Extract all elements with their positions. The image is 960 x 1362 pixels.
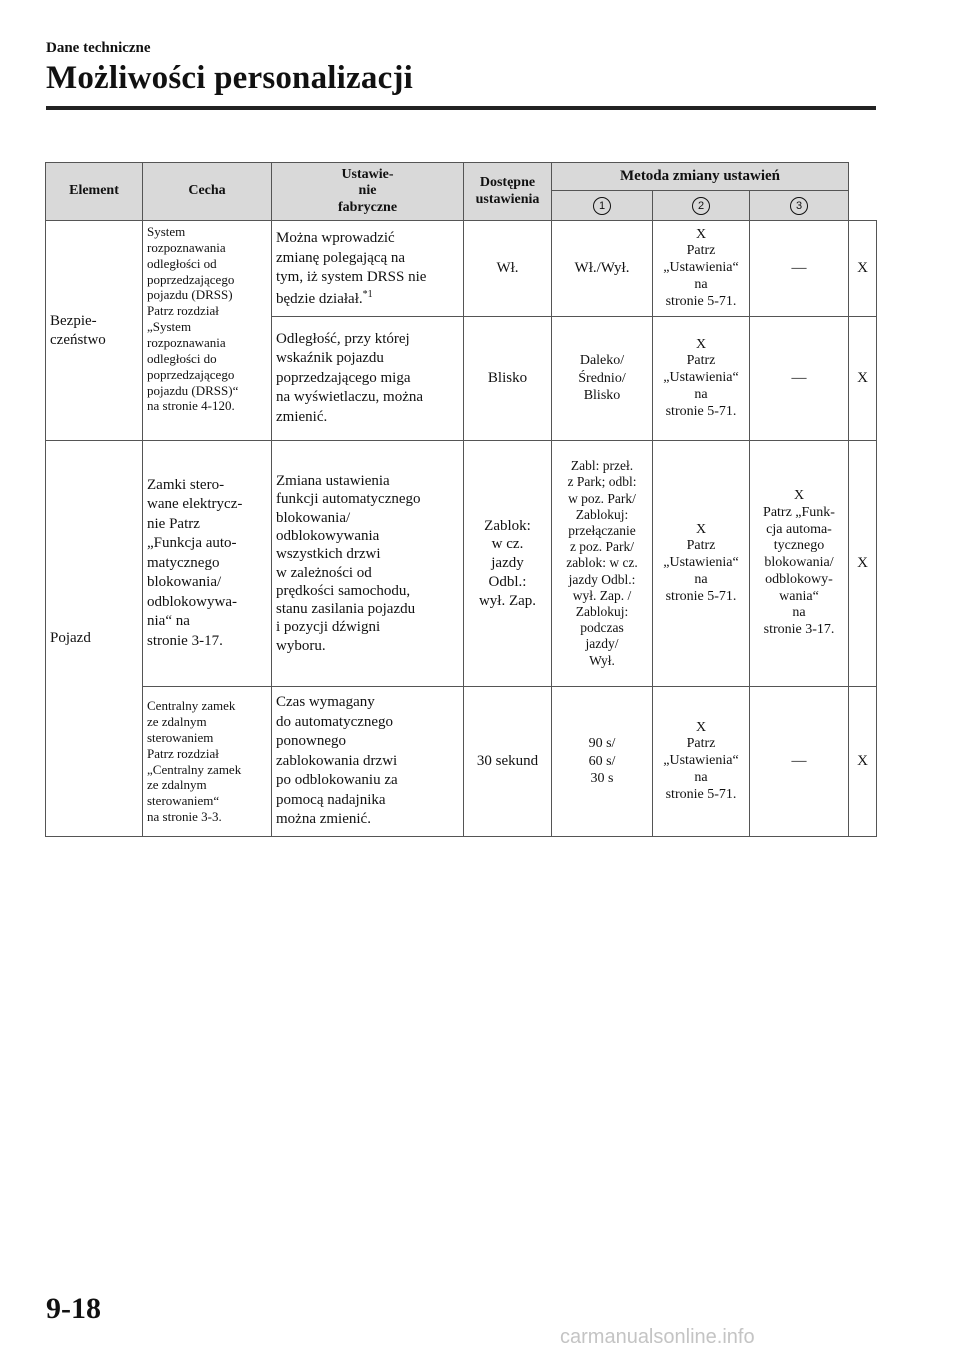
method-1-reference: X Patrz „Ustawienia“ na stronie 5-71.: [663, 336, 739, 419]
table-row: [46, 441, 877, 687]
header-available-settings: Dostępne ustawienia: [464, 163, 552, 221]
header-method-2: [653, 191, 750, 221]
page-number: 9-18: [46, 1292, 101, 1325]
feature-cell: System rozpoznawania odległości od poprzedzającego pojazdu (DRSS) Patrz rozdział „System rozpoznawania odległości do poprzedzającego pojazdu (DRSS)“ na stronie 4-120.: [143, 221, 272, 441]
method-2-circled-number: 2: [692, 197, 710, 215]
title-rule: [46, 106, 876, 110]
factory-setting-cell: 30 sekund: [464, 687, 552, 837]
available-settings-cell: Wł./Wył.: [552, 221, 653, 317]
description-cell: Odległość, przy której wskaźnik pojazdu poprzedzającego miga na wyświetlaczu, można zmienić.: [272, 317, 464, 441]
method-2-cell: —: [750, 221, 849, 317]
method-3-cell: X: [849, 221, 877, 317]
table-row: [46, 221, 877, 317]
method-1-cell: [653, 687, 750, 837]
factory-setting-cell: Wł.: [464, 221, 552, 317]
watermark: carmanualsonline.info: [560, 1326, 755, 1348]
method-1-circled-number: 1: [593, 197, 611, 215]
available-settings-cell: Zabl: przeł. z Park; odbl: w poz. Park/ Zablokuj: przełączanie z poz. Park/ zablok: w cz. jazdy Odbl.: wył. Zap. / Zablokuj: podczas jazdy/ Wył.: [552, 441, 653, 687]
factory-setting-cell: Zablok: w cz. jazdy Odbl.: wył. Zap.: [464, 441, 552, 687]
header-factory-setting: Ustawie- nie fabryczne: [272, 163, 464, 221]
element-cell: Bezpie- czeństwo: [46, 221, 143, 441]
method-2-cell: —: [750, 317, 849, 441]
header-element: Element: [46, 163, 143, 221]
method-2-cell: —: [750, 687, 849, 837]
section-label: Dane techniczne: [46, 40, 151, 56]
feature-cell: Zamki stero- wane elektrycz- nie Patrz „Funkcja auto- matycznego blokowania/ odblokowywa- nia“ na stronie 3-17.: [143, 441, 272, 687]
header-feature: Cecha: [143, 163, 272, 221]
available-settings-cell: 90 s/ 60 s/ 30 s: [552, 687, 653, 837]
element-cell: Pojazd: [46, 441, 143, 837]
method-3-cell: X: [849, 317, 877, 441]
method-1-cell: [653, 441, 750, 687]
method-1-reference: X Patrz „Ustawienia“ na stronie 5-71.: [663, 521, 739, 604]
description-cell: Zmiana ustawienia funkcji automatycznego blokowania/ odblokowywania wszystkich drzwi w zależności od prędkości samochodu, stanu zasilania pojazdu i pozycji dźwigni wyboru.: [272, 441, 464, 687]
method-3-cell: X: [849, 441, 877, 687]
method-3-cell: X: [849, 687, 877, 837]
method-3-circled-number: 3: [790, 197, 808, 215]
available-settings-cell: Daleko/ Średnio/ Blisko: [552, 317, 653, 441]
table-row: [46, 687, 877, 837]
description-text: Można wprowadzić zmianę polegającą na tym, iż system DRSS nie będzie działał.: [276, 230, 427, 307]
method-1-cell: [653, 317, 750, 441]
description-cell: [272, 221, 464, 317]
footnote-marker: *1: [362, 288, 373, 300]
page-title: Możliwości personalizacji: [46, 60, 414, 96]
method-2-cell: [750, 441, 849, 687]
feature-cell: Centralny zamek ze zdalnym sterowaniem Patrz rozdział „Centralny zamek ze zdalnym sterowaniem“ na stronie 3-3.: [143, 687, 272, 837]
method-1-reference: X Patrz „Ustawienia“ na stronie 5-71.: [663, 226, 739, 309]
customization-table: [45, 162, 877, 837]
method-1-reference: X Patrz „Ustawienia“ na stronie 5-71.: [663, 719, 739, 802]
factory-setting-cell: Blisko: [464, 317, 552, 441]
method-1-cell: [653, 221, 750, 317]
header-change-method: Metoda zmiany ustawień: [552, 163, 849, 191]
header-method-3: [750, 191, 849, 221]
header-method-1: [552, 191, 653, 221]
method-2-reference: X Patrz „Funk- cja automa- tycznego blokowania/ odblokowy- wania“ na stronie 3-17.: [763, 487, 835, 638]
description-cell: Czas wymagany do automatycznego ponownego zablokowania drzwi po odblokowaniu za pomocą nadajnika można zmienić.: [272, 687, 464, 837]
